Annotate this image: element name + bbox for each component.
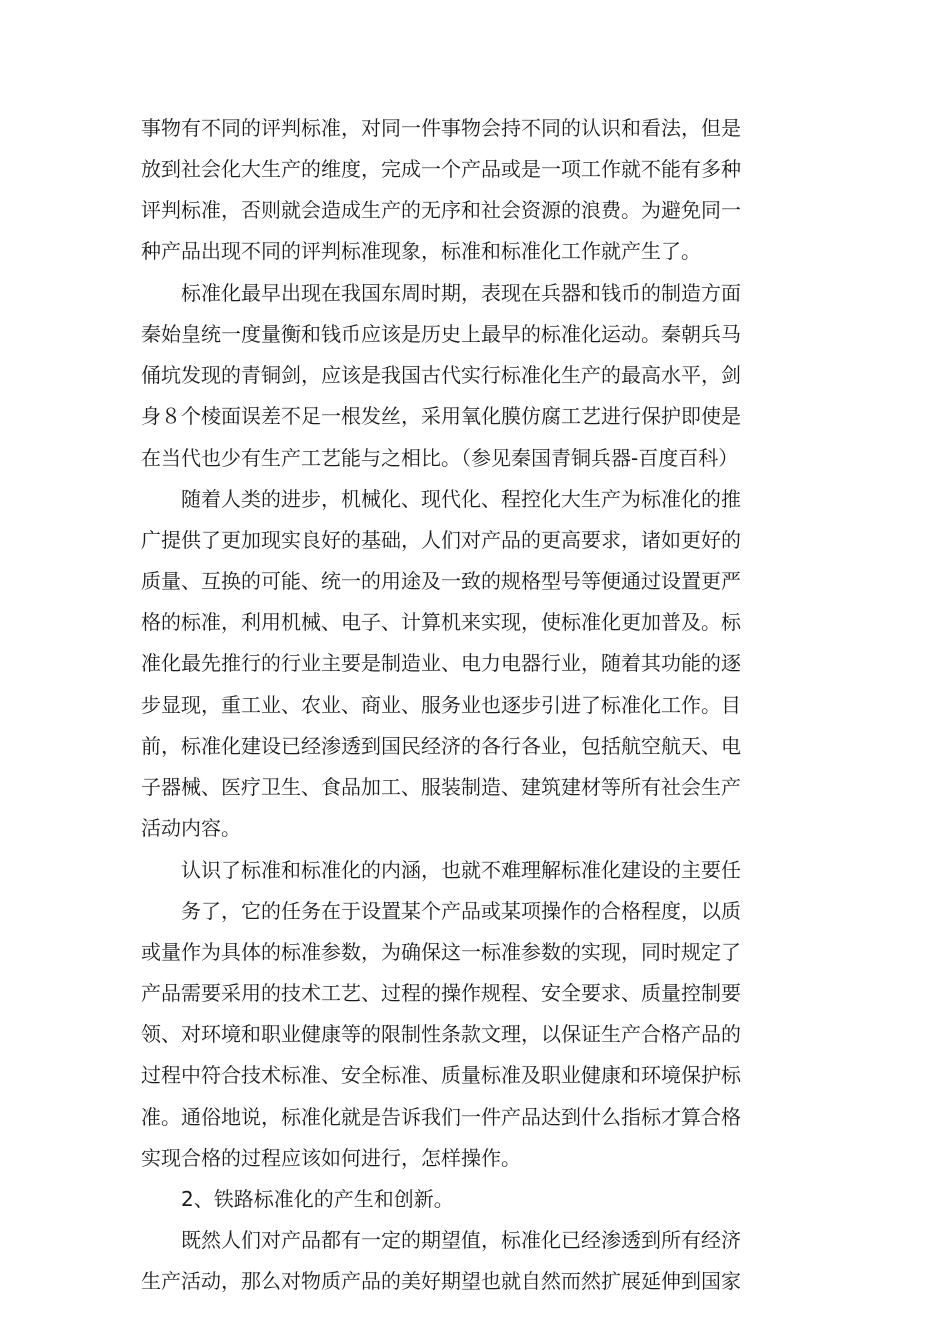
- text-line: 步显现，重工业、农业、商业、服务业也逐步引进了标准化工作。目: [141, 693, 741, 717]
- text-line: 事物有不同的评判标准，对同一件事物会持不同的认识和看法，但是: [141, 116, 741, 140]
- section-heading: 2、铁路标准化的产生和创新。: [141, 1187, 454, 1211]
- text-line: 标准化最早出现在我国东周时期，表现在兵器和钱币的制造方面: [141, 281, 741, 305]
- text-line: 活动内容。: [141, 816, 241, 840]
- text-line: 认识了标准和标准化的内涵，也就不难理解标准化建设的主要任: [141, 858, 741, 882]
- text-line: 俑坑发现的青铜剑，应该是我国古代实行标准化生产的最高水平，剑: [141, 363, 741, 387]
- text-line: 产品需要采用的技术工艺、过程的操作规程、安全要求、质量控制要: [141, 981, 741, 1005]
- text-line: 前，标准化建设已经渗透到国民经济的各行各业，包括航空航天、电: [141, 734, 741, 758]
- text-line: 既然人们对产品都有一定的期望值，标准化已经渗透到所有经济: [141, 1228, 741, 1252]
- text-line: 身８个棱面误差不足一根发丝，采用氧化膜仿腐工艺进行保护即使是: [141, 404, 741, 428]
- text-line: 质量、互换的可能、统一的用途及一致的规格型号等便通过设置更严: [141, 569, 741, 593]
- text-line: 秦始皇统一度量衡和钱币应该是历史上最早的标准化运动。秦朝兵马: [141, 322, 741, 346]
- text-line: 评判标准，否则就会造成生产的无序和社会资源的浪费。为避免同一: [141, 198, 741, 222]
- text-line: 或量作为具体的标准参数，为确保这一标准参数的实现，同时规定了: [141, 940, 741, 964]
- text-line: 放到社会化大生产的维度，完成一个产品或是一项工作就不能有多种: [141, 157, 741, 181]
- text-line: 过程中符合技术标准、安全标准、质量标准及职业健康和环境保护标: [141, 1063, 741, 1087]
- text-line: 格的标准，利用机械、电子、计算机来实现，使标准化更加普及。标: [141, 610, 741, 634]
- text-line: 务了，它的任务在于设置某个产品或某项操作的合格程度，以质: [141, 899, 741, 923]
- text-line: 随着人类的进步，机械化、现代化、程控化大生产为标准化的推: [141, 487, 741, 511]
- text-line: 在当代也少有生产工艺能与之相比。（参见秦国青铜兵器-百度百科）: [141, 446, 739, 470]
- text-line: 种产品出现不同的评判标准现象，标准和标准化工作就产生了。: [141, 239, 701, 263]
- text-line: 子器械、医疗卫生、食品加工、服装制造、建筑建材等所有社会生产: [141, 775, 741, 799]
- text-line: 准化最先推行的行业主要是制造业、电力电器行业，随着其功能的逐: [141, 651, 741, 675]
- text-line: 实现合格的过程应该如何进行，怎样操作。: [141, 1146, 521, 1170]
- text-line: 广提供了更加现实良好的基础，人们对产品的更高要求，诸如更好的: [141, 528, 741, 552]
- text-line: 生产活动，那么对物质产品的美好期望也就自然而然扩展延伸到国家: [141, 1269, 741, 1293]
- text-line: 领、对环境和职业健康等的限制性条款文理，以保证生产合格产品的: [141, 1022, 741, 1046]
- text-line: 准。通俗地说，标准化就是告诉我们一件产品达到什么指标才算合格: [141, 1105, 741, 1129]
